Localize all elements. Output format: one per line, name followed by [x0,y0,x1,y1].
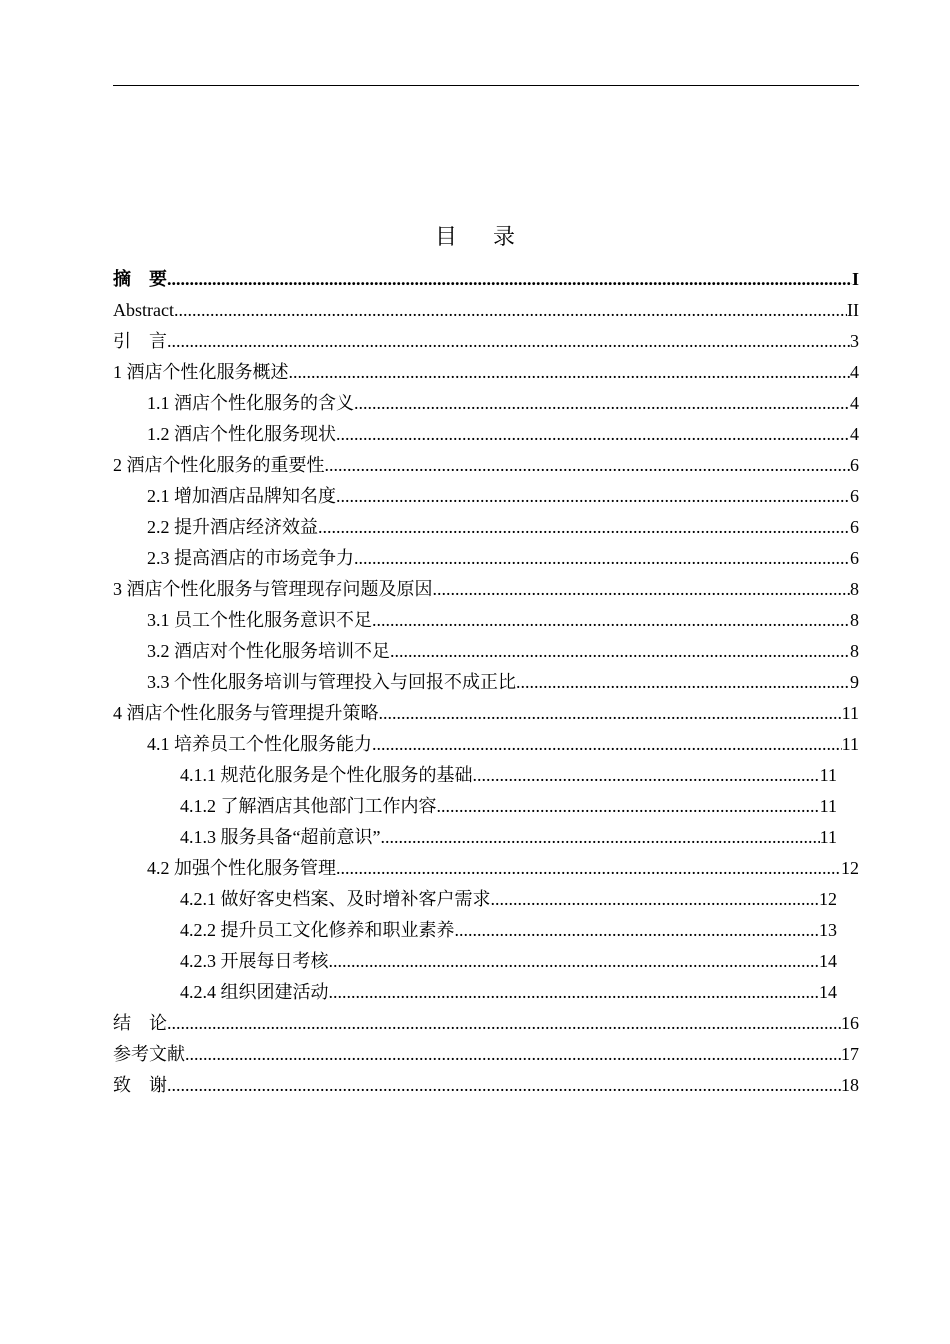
toc-entry-page: 6 [850,455,859,475]
toc-leader [372,729,842,760]
toc-entry-label: 致 谢 [113,1075,167,1095]
toc-leader [318,512,850,543]
toc-entry-label: 1.2 酒店个性化服务现状 [147,424,336,444]
toc-entry-4[interactable] [113,698,859,729]
toc-entry-label: 4.2.1 做好客史档案、及时增补客户需求 [180,889,491,909]
toc-entry-introduction[interactable] [113,326,859,357]
toc-entry-4-1-3[interactable] [113,822,859,853]
toc-leader [174,295,847,326]
toc-entry-page: 12 [841,858,859,878]
toc-entry-4-2-4[interactable] [113,977,859,1008]
toc-entry-label: 1.1 酒店个性化服务的含义 [147,393,354,413]
toc-entry-page: 13 [819,920,837,940]
toc-entry-label: 2.3 提高酒店的市场竞争力 [147,548,354,568]
toc-entry-1-1[interactable] [113,388,859,419]
toc-entry-3-3[interactable] [113,667,859,698]
toc-entry-page: 16 [841,1013,859,1033]
toc-entry-4-1-2[interactable] [113,791,859,822]
toc-entry-2-1[interactable] [113,481,859,512]
toc-entry-4-2-1[interactable] [113,884,859,915]
toc-entry-label: 1 酒店个性化服务概述 [113,362,289,382]
toc-entry-label: 4.2.4 组织团建活动 [180,982,329,1002]
toc-entry-page: II [847,300,859,320]
toc-entry-label: 4.2 加强个性化服务管理 [147,858,336,878]
toc-entry-page: 9 [850,672,859,692]
toc-leader [167,1070,841,1101]
toc-entry-label: 4 酒店个性化服务与管理提升策略 [113,703,379,723]
toc-entry-label: 4.2.2 提升员工文化修养和职业素养 [180,920,455,940]
toc-entry-label: 摘 要 [113,269,167,289]
toc-entry-page: 8 [850,579,859,599]
toc-leader [379,698,842,729]
title-char-1: 目 [434,224,457,249]
toc-entry-label: 结 论 [113,1013,167,1033]
toc-leader [329,977,820,1008]
toc-leader [167,326,850,357]
toc-leader [325,450,851,481]
toc-entry-label: 引 言 [113,331,167,351]
toc-entry-page: 14 [819,982,837,1002]
toc-entry-1[interactable] [113,357,859,388]
toc-leader [455,915,820,946]
toc-entry-page: 11 [819,796,837,816]
toc-leader [380,822,819,853]
header-rule [113,85,859,86]
toc-leader [390,636,850,667]
toc-entry-page: 14 [819,951,837,971]
toc-entry-label: 4.1.1 规范化服务是个性化服务的基础 [180,765,473,785]
toc-entry-2-2[interactable] [113,512,859,543]
toc-entry-3-2[interactable] [113,636,859,667]
toc-entry-page: 6 [850,517,859,537]
toc-entry-label: 3 酒店个性化服务与管理现存问题及原因 [113,579,433,599]
toc-entry-label: 4.1.3 服务具备“超前意识” [180,827,381,847]
toc-entry-page: 6 [850,486,859,506]
toc-leader [185,1039,841,1070]
toc-leader [167,264,852,295]
toc-entry-page: 11 [819,765,837,785]
toc-entry-page: 4 [850,393,859,413]
toc-leader [354,388,850,419]
toc-entry-3-1[interactable] [113,605,859,636]
toc-leader [336,853,841,884]
toc-entry-page: 4 [850,362,859,382]
toc-entry-page: 8 [850,641,859,661]
toc-entry-label: 4.1 培养员工个性化服务能力 [147,734,372,754]
title-char-2: 录 [493,224,516,249]
toc-entry-2[interactable] [113,450,859,481]
toc-leader [336,481,850,512]
toc-entry-page: 17 [841,1044,859,1064]
toc-entry-3[interactable] [113,574,859,605]
toc-entry-page: 6 [850,548,859,568]
toc-entry-label: 2 酒店个性化服务的重要性 [113,455,325,475]
toc-entry-label: 参考文献 [113,1044,185,1064]
toc-entry-1-2[interactable] [113,419,859,450]
toc-entry-4-2[interactable] [113,853,859,884]
toc-leader [336,419,850,450]
toc-entry-page: 3 [850,331,859,351]
toc-entry-label: 2.1 增加酒店品牌知名度 [147,486,336,506]
toc-entry-label: 3.1 员工个性化服务意识不足 [147,610,372,630]
toc-entry-4-1-1[interactable] [113,760,859,791]
toc-entry-page: 11 [819,827,837,847]
toc-leader [433,574,851,605]
toc-leader [289,357,851,388]
toc-entry-acknowledgements[interactable] [113,1070,859,1101]
toc-entry-abstract-cn[interactable] [113,264,859,295]
toc-entry-label: 4.1.2 了解酒店其他部门工作内容 [180,796,437,816]
toc-leader [491,884,820,915]
toc-entry-label: Abstract [113,300,174,320]
toc-entry-4-2-2[interactable] [113,915,859,946]
toc-entry-page: 4 [850,424,859,444]
toc-leader [354,543,850,574]
toc-entry-label: 3.2 酒店对个性化服务培训不足 [147,641,390,661]
toc-leader [437,791,820,822]
toc-entry-page: I [851,269,859,289]
table-of-contents [113,264,859,1101]
toc-entry-label: 2.2 提升酒店经济效益 [147,517,318,537]
toc-entry-label: 3.3 个性化服务培训与管理投入与回报不成正比 [147,672,516,692]
page-title [0,222,950,252]
toc-entry-4-2-3[interactable] [113,946,859,977]
toc-entry-conclusion[interactable] [113,1008,859,1039]
toc-entry-page: 12 [819,889,837,909]
toc-leader [329,946,820,977]
toc-entry-page: 8 [850,610,859,630]
toc-leader [167,1008,841,1039]
toc-entry-label: 4.2.3 开展每日考核 [180,951,329,971]
toc-entry-abstract-en[interactable] [113,295,859,326]
toc-entry-2-3[interactable] [113,543,859,574]
toc-entry-page: 11 [841,703,859,723]
toc-entry-4-1[interactable] [113,729,859,760]
toc-leader [473,760,820,791]
toc-leader [516,667,850,698]
toc-entry-references[interactable] [113,1039,859,1070]
toc-entry-page: 11 [841,734,859,754]
toc-entry-page: 18 [841,1075,859,1095]
toc-leader [372,605,850,636]
